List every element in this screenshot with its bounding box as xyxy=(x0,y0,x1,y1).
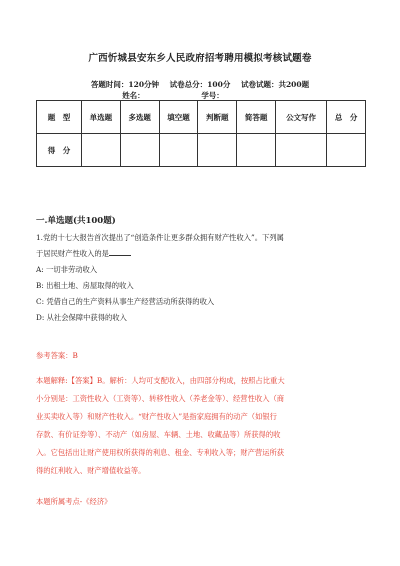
score-table-score-row xyxy=(37,134,366,167)
explanation-line: 业买卖收入等）和财产性收入。“财产性收入”是指家庭拥有的动产（如银行 xyxy=(36,412,277,421)
score-header-cell: 多选题 xyxy=(120,101,159,134)
score-header-cell: 单选题 xyxy=(82,101,121,134)
question-stem-text: 于居民财产性收入的是 xyxy=(36,249,109,258)
exam-question-count: 试卷试题：共200题 xyxy=(240,80,310,89)
score-row-label: 得 分 xyxy=(37,134,82,167)
option-d: D: 从社会保障中获得的收入 xyxy=(36,313,127,322)
exam-total-score: 试卷总分：100分 xyxy=(169,80,231,89)
explanation-line: 得的红利收入、财产增值收益等。 xyxy=(36,466,146,475)
explanation-line: 存款、有价证券等）、不动产（如房屋、车辆、土地、收藏品等）所获得的收 xyxy=(36,430,281,439)
score-cell xyxy=(327,134,366,167)
score-cell xyxy=(198,134,237,167)
id-label: 学号： xyxy=(201,91,224,100)
name-label: 姓名： xyxy=(122,91,145,100)
score-cell xyxy=(159,134,198,167)
explanation-line: 本题解释:【答案】B。解析：人均可支配收入，由四部分构成，按照占比重大 xyxy=(36,376,285,385)
question-stem-line2 xyxy=(36,246,366,262)
score-header-cell: 简答题 xyxy=(237,101,276,134)
score-cell xyxy=(237,134,276,167)
score-cell xyxy=(120,134,159,167)
question-stem-line1: 1.党的十七大报告首次提出了“创造条件让更多群众拥有财产性收入”。下列属 xyxy=(36,233,284,242)
explanation-line: 小分别是：工资性收入（工资等）、转移性收入（养老金等）、经营性收入（商 xyxy=(36,394,285,403)
score-table-header-row xyxy=(37,101,366,134)
exam-meta xyxy=(0,79,400,90)
topic-footer: 本题所属考点-《经济》 xyxy=(36,497,112,506)
exam-time: 答题时间：120分钟 xyxy=(90,80,160,89)
reference-answer: 参考答案：B xyxy=(36,351,78,360)
score-header-cell: 公文写作 xyxy=(275,101,326,134)
score-header-cell: 判断题 xyxy=(198,101,237,134)
answer-blank xyxy=(109,248,131,256)
score-table xyxy=(36,100,366,167)
score-header-cell: 题 型 xyxy=(37,101,82,134)
explanation-line: 入。它包括出让财产使用权所获得的利息、租金、专利收入等；财产营运所获 xyxy=(36,448,285,457)
option-a: A: 一切非劳动收入 xyxy=(36,265,98,274)
exam-title: 广西忻城县安东乡人民政府招考聘用模拟考核试题卷 xyxy=(88,53,312,64)
score-header-cell: 总 分 xyxy=(327,101,366,134)
question-1 xyxy=(36,230,366,326)
score-cell xyxy=(275,134,326,167)
section-title: 一.单选题(共100题) xyxy=(36,216,116,226)
score-header-cell: 填空题 xyxy=(159,101,198,134)
score-cell xyxy=(82,134,121,167)
option-b: B: 出租土地、房屋取得的收入 xyxy=(36,281,134,290)
explanation xyxy=(36,372,366,480)
option-c: C: 凭借自己的生产资料从事生产经营活动所获得的收入 xyxy=(36,297,215,306)
